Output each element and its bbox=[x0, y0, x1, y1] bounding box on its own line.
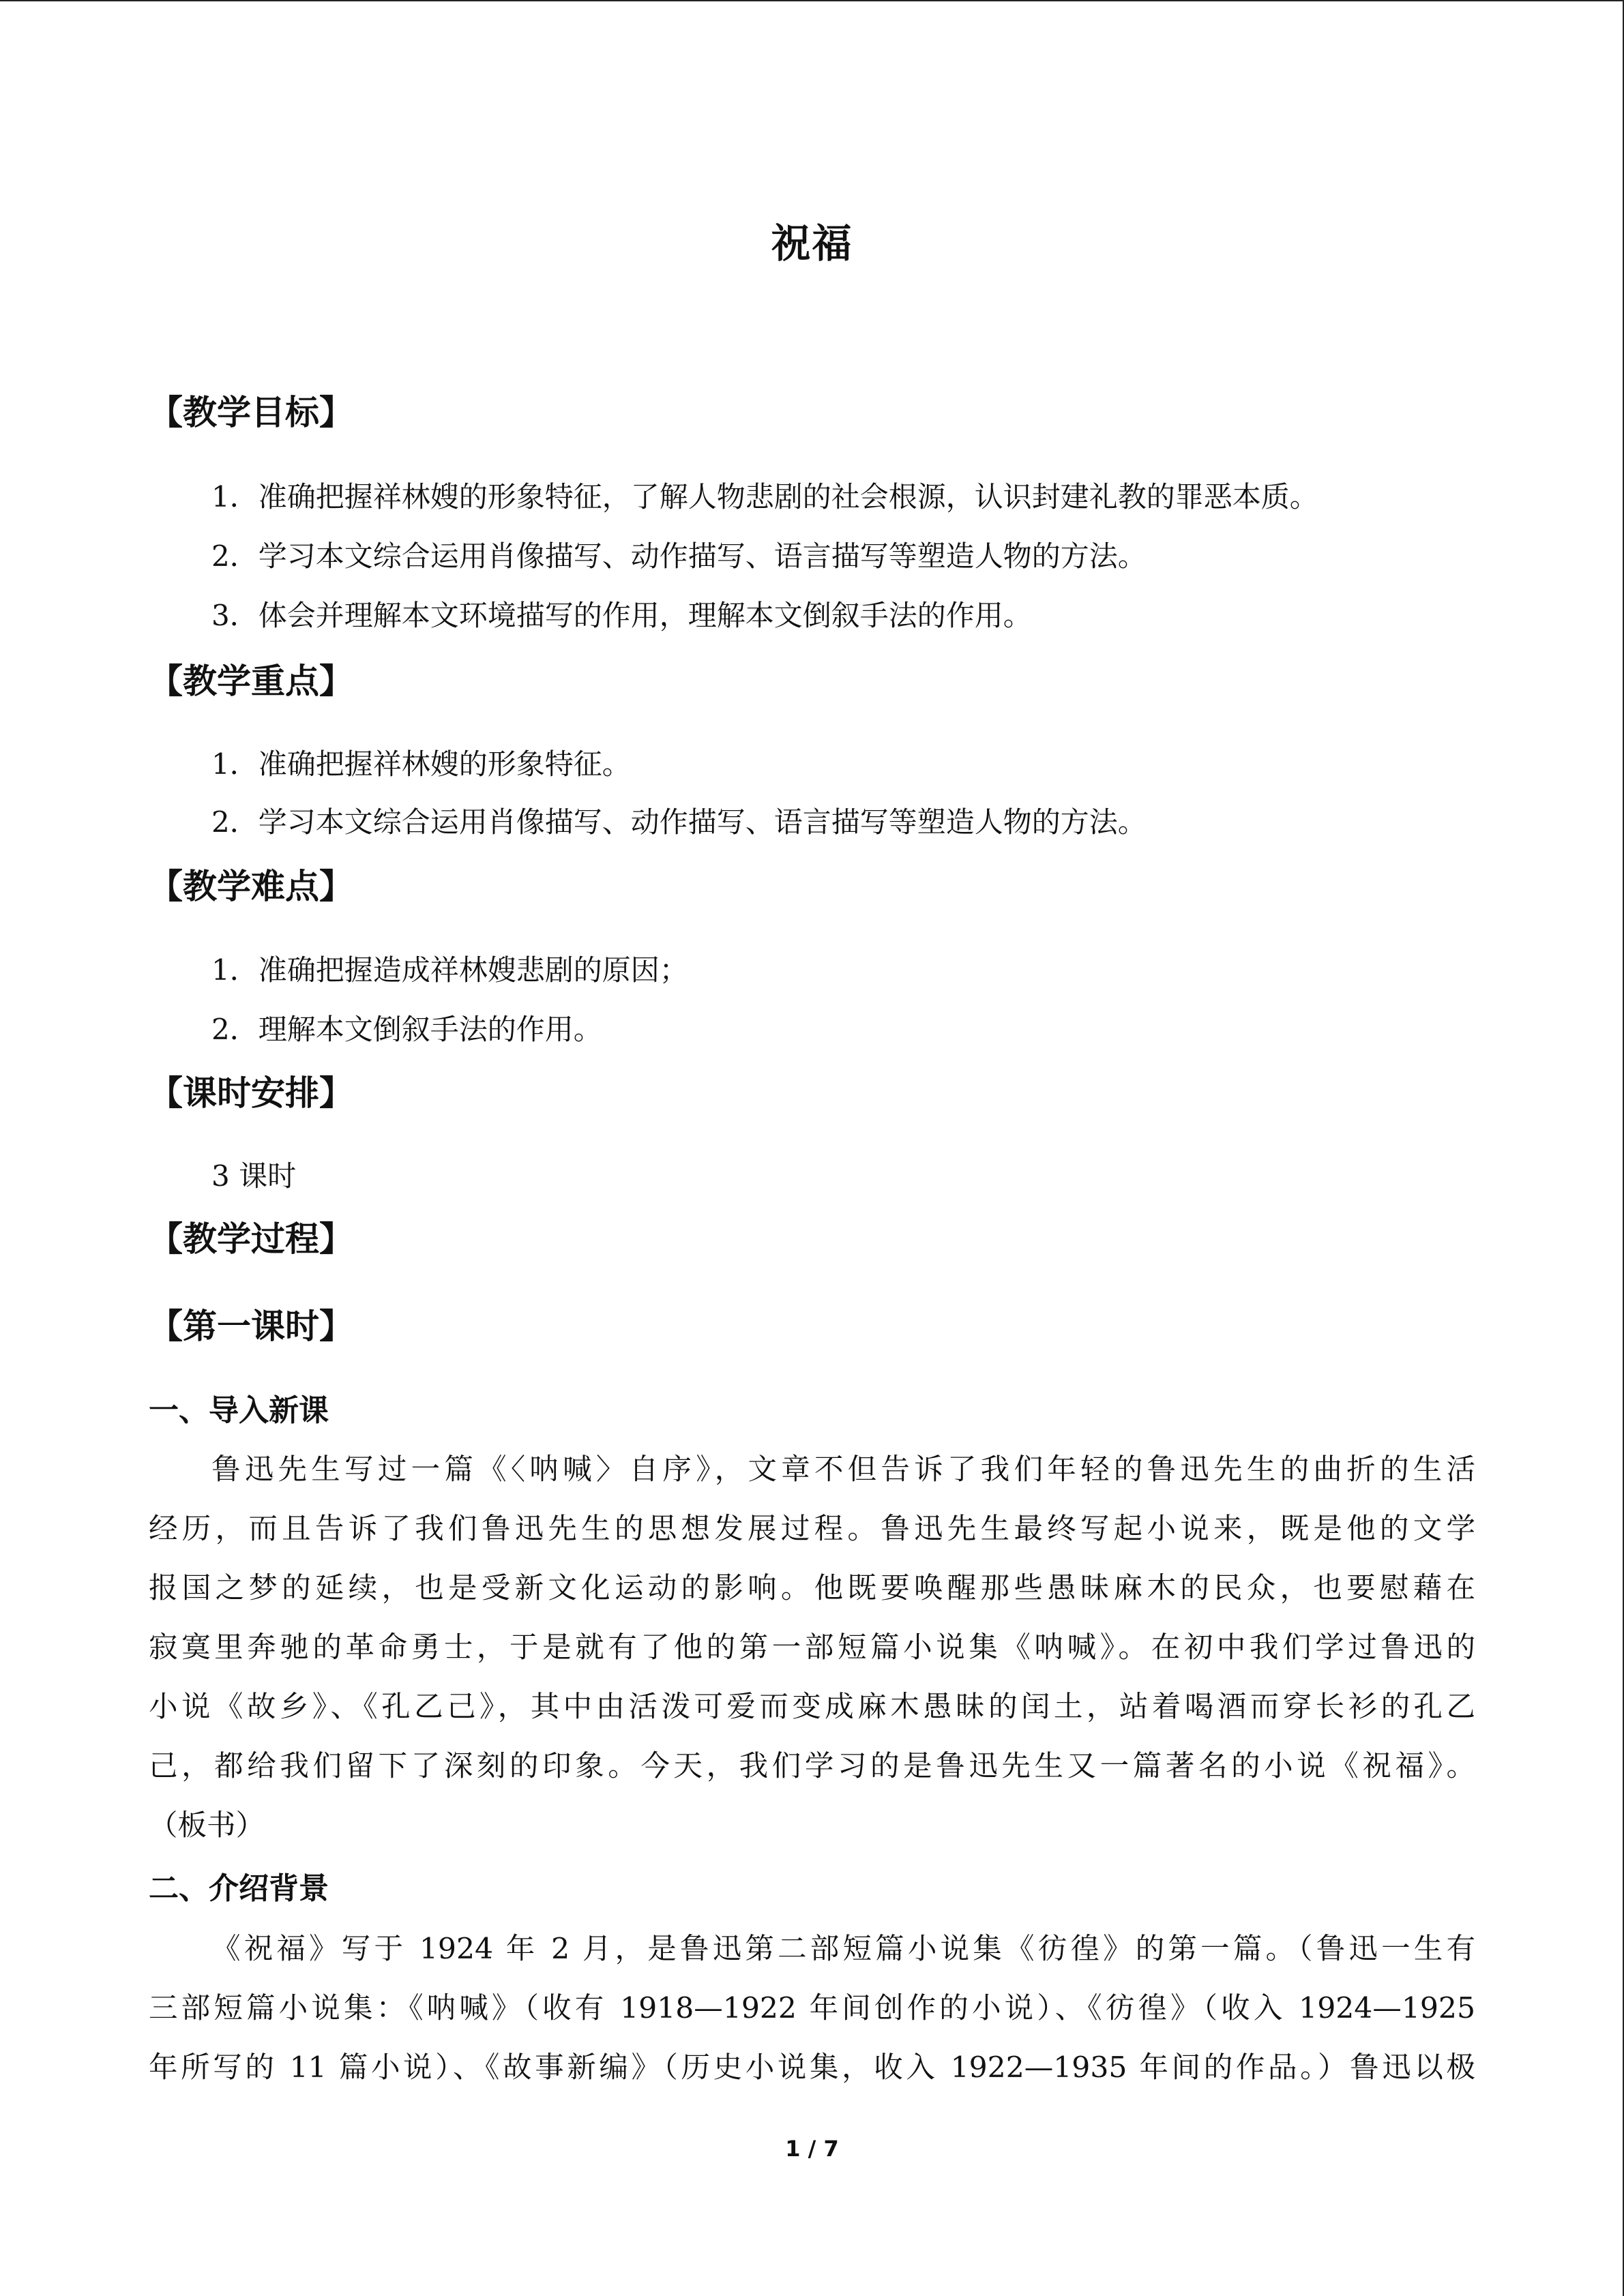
paragraph-line: 寂寞里奔驰的革命勇士，于是就有了他的第一部短篇小说集《呐喊》。在初中我们学过鲁迅的 bbox=[149, 1631, 1475, 1665]
key-point-item: 2．学习本文综合运用肖像描写、动作描写、语言描写等塑造人物的方法。 bbox=[211, 805, 1147, 839]
section-heading-process: 【教学过程】 bbox=[149, 1219, 353, 1259]
section-heading-goals: 【教学目标】 bbox=[149, 393, 353, 432]
paragraph-line: 己，都给我们留下了深刻的印象。今天，我们学习的是鲁迅先生又一篇著名的小说《祝福》。 bbox=[149, 1750, 1475, 1783]
background-paragraph bbox=[149, 1920, 1475, 2098]
section-heading-lesson1: 【第一课时】 bbox=[149, 1307, 353, 1346]
section-heading-schedule: 【课时安排】 bbox=[149, 1073, 353, 1113]
document-title: 祝福 bbox=[771, 220, 853, 267]
paragraph-line: 小说《故乡》、《孔乙己》，其中由活泼可爱而变成麻木愚昧的闰土，站着喝酒而穿长衫的孔乙 bbox=[149, 1690, 1475, 1724]
subheading-intro: 一、导入新课 bbox=[149, 1393, 329, 1428]
section-heading-key-points: 【教学重点】 bbox=[149, 661, 353, 701]
difficulty-item: 2．理解本文倒叙手法的作用。 bbox=[211, 1013, 602, 1046]
paragraph-line: （板书） bbox=[149, 1809, 265, 1843]
paragraph-line: 《祝福》写于 1924 年 2 月，是鲁迅第二部短篇小说集《彷徨》的第一篇。（鲁迅一生有 bbox=[211, 1933, 1475, 1966]
difficulty-item: 1．准确把握造成祥林嫂悲剧的原因； bbox=[211, 953, 688, 987]
paragraph-line: 报国之梦的延续，也是受新文化运动的影响。他既要唤醒那些愚昧麻木的民众，也要慰藉在 bbox=[149, 1572, 1475, 1605]
goal-item: 3．体会并理解本文环境描写的作用，理解本文倒叙手法的作用。 bbox=[211, 599, 1032, 632]
intro-paragraph bbox=[149, 1440, 1475, 1855]
paragraph-line: 年所写的 11 篇小说）、《故事新编》（历史小说集，收入 1922—1935 年间的作品。）鲁迅以极 bbox=[149, 2051, 1475, 2085]
key-point-item: 1．准确把握祥林嫂的形象特征。 bbox=[211, 747, 631, 781]
goal-item: 1．准确把握祥林嫂的形象特征，了解人物悲剧的社会根源，认识封建礼教的罪恶本质。 bbox=[211, 480, 1318, 513]
subheading-background: 二、介绍背景 bbox=[149, 1871, 329, 1906]
page-indicator: 1 / 7 bbox=[785, 2136, 839, 2162]
paragraph-line: 鲁迅先生写过一篇《〈呐喊〉自序》，文章不但告诉了我们年轻的鲁迅先生的曲折的生活 bbox=[211, 1453, 1475, 1487]
goal-item: 2．学习本文综合运用肖像描写、动作描写、语言描写等塑造人物的方法。 bbox=[211, 539, 1147, 573]
paragraph-line: 三部短篇小说集：《呐喊》（收有 1918—1922 年间创作的小说）、《彷徨》（收入 1924—1925 bbox=[149, 1992, 1475, 2025]
schedule-value: 3 课时 bbox=[211, 1159, 297, 1193]
section-heading-difficulties: 【教学难点】 bbox=[149, 867, 353, 906]
paragraph-line: 经历，而且告诉了我们鲁迅先生的思想发展过程。鲁迅先生最终写起小说来，既是他的文学 bbox=[149, 1512, 1475, 1546]
